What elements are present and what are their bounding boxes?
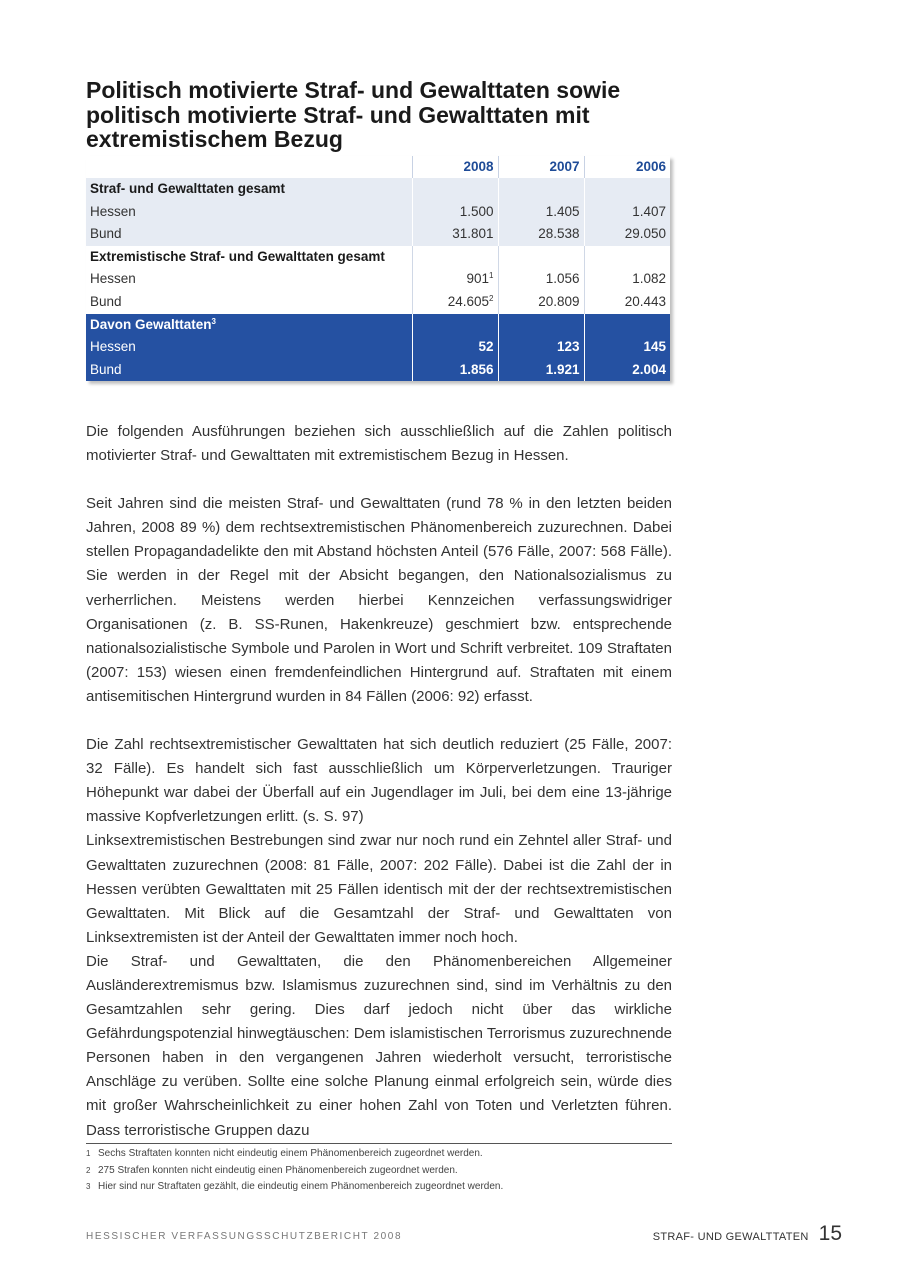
footnote-ref: 1 [489, 271, 494, 281]
footnote-mark: 1 [86, 1149, 91, 1158]
paragraph: Die folgenden Ausführungen beziehen sich ausschließlich auf die Zahlen politisch motivierter Straf- und Gewalttaten mit extremistischem Bezug in Hessen. [86, 423, 672, 465]
footnote-text: Hier sind nur Straftaten gezählt, die eindeutig einem Phänomenbereich zugeordnet werden. [98, 1181, 504, 1192]
statistics-table [86, 156, 670, 381]
footnote [86, 1146, 686, 1163]
section-heading-row [86, 178, 670, 201]
section-heading: Straf- und Gewalttaten gesamt [86, 178, 412, 201]
cell-value: 2.004 [584, 359, 670, 382]
table-row [86, 201, 670, 224]
cell-value: 20.443 [584, 291, 670, 314]
cell-value: 24.605$^2$ [412, 291, 498, 314]
body-text [86, 420, 672, 1143]
footnote-text: Sechs Straftaten konnten nicht eindeutig einem Phänomenbereich zugeordnet werden. [98, 1148, 483, 1159]
row-label: Hessen [86, 201, 412, 224]
row-label: Hessen [86, 268, 412, 291]
row-label: Hessen [86, 336, 412, 359]
footnote-ref: 3 [211, 316, 216, 326]
cell-value: 29.050 [584, 223, 670, 246]
table-row [86, 336, 670, 359]
section-heading-row [86, 246, 670, 269]
row-label: Bund [86, 291, 412, 314]
footnotes [86, 1146, 686, 1196]
header-year: 2008 [412, 156, 498, 178]
footnote-divider [86, 1143, 672, 1144]
table-header-row [86, 156, 670, 178]
cell-value: $901^1$ [412, 268, 498, 291]
cell-value: 1.082 [584, 268, 670, 291]
table-row [86, 223, 670, 246]
cell-value: 20.809 [498, 291, 584, 314]
header-year: 2006 [584, 156, 670, 178]
cell-value: 28.538 [498, 223, 584, 246]
footer-section-title: STRAF- UND GEWALTTATEN [652, 1231, 809, 1243]
paragraph: Linksextremistischen Bestrebungen sind zwar nur noch rund ein Zehntel aller Straf- und Gewalttaten zuzurechnen (2008: 81 Fälle, 2007: 202 Fälle). Dabei ist die Zahl der in Hessen verübten Gewalttaten mit 25 Fällen identisch mit der der rechtsextremistischen Gewalttaten. Mit Blick auf die Gesamtzahl der Straf- und Gewalttaten von Linksextremisten ist der Anteil der Gewalttaten immer noch hoch. [86, 832, 672, 946]
footnote-ref: 2 [489, 293, 494, 303]
paragraph: Die Straf- und Gewalttaten, die den Phänomenbereichen Allgemeiner Ausländerextremismus bzw. Islamismus zuzurechnen sind, sind im Verhältnis zu den Gesamtzahlen sehr gering. Dies darf jedoch nicht über das wirkliche Gefährdungspotenzial hinwegtäuschen: Dem islamistischen Terrorismus zuzurechnende Personen haben in den vergangenen Jahren wiederholt versucht, terroristische Anschläge zu verüben. Sollte eine solche Planung einmal erfolgreich sein, würde dies mit großer Wahrscheinlichkeit zu einer hohen Zahl von Toten und Verletzten führen. Dass terroristische Gruppen dazu [86, 952, 672, 1139]
footnote [86, 1179, 686, 1196]
section-heading-row [86, 314, 670, 337]
footer-right [653, 1222, 842, 1246]
cell-value: 52 [412, 336, 498, 359]
row-label: Bund [86, 223, 412, 246]
footer-publication: HESSISCHER VERFASSUNGSSCHUTZBERICHT 2008 [86, 1231, 403, 1242]
row-label: Bund [86, 359, 412, 382]
table-row [86, 268, 670, 291]
cell-value: 1.500 [412, 201, 498, 224]
cell-value: 1.407 [584, 201, 670, 224]
table-row [86, 291, 670, 314]
page-number: 15 [818, 1222, 842, 1245]
cell-value: 1.056 [498, 268, 584, 291]
page-title: Politisch motivierte Straf- und Gewalttaten sowie politisch motivierte Straf- und Gewalttaten mit extremistischem Bezug [86, 77, 621, 152]
footnote-mark: 3 [86, 1182, 91, 1191]
paragraph: Seit Jahren sind die meisten Straf- und Gewalttaten (rund 78 % in den letzten beiden Jahren, 2008 89 %) dem rechtsextremistischen Phänomenbereich zuzurechnen. Dabei stellen Propagandadelikte den mit Abstand höchsten Anteil (576 Fälle, 2007: 568 Fälle). Sie werden in der Regel mit der Absicht begangen, den Nationalsozialismus zu verherrlichen. Meistens werden hierbei Kennzeichen verfassungswidriger Organisationen (z. B. SS-Runen, Hakenkreuze) geschmiert bzw. entsprechende nationalsozialistische Symbole und Parolen in Wort und Schrift verbreitet. 109 Straftaten (2007: 153) wiesen einen fremdenfeindlichen Hintergrund auf. Straftaten mit einem antisemitischen Hintergrund wurden in 84 Fällen (2006: 92) erfasst. [86, 495, 672, 705]
section-heading: Extremistische Straf- und Gewalttaten gesamt [86, 246, 412, 269]
paragraph: Die Zahl rechtsextremistischer Gewalttaten hat sich deutlich reduziert (25 Fälle, 2007: 32 Fälle). Es handelt sich fast ausschließlich um Körperverletzungen. Trauriger Höhepunkt war dabei der Überfall auf ein Jugendlager im Juli, bei dem eine 13-jährige massive Kopfverletzungen erlitt. (s. S. 97) [86, 736, 672, 826]
footnote [86, 1163, 686, 1180]
header-empty-cell [86, 156, 412, 178]
header-year: 2007 [498, 156, 584, 178]
section-heading: Davon Gewalttaten$^3$ [86, 314, 412, 337]
footnote-mark: 2 [86, 1165, 91, 1175]
footnote-text: 275 Strafen konnten nicht eindeutig einen Phänomenbereich zugeordnet werden. [98, 1164, 458, 1176]
cell-value: 123 [498, 336, 584, 359]
cell-value: 1.856 [412, 359, 498, 382]
cell-value: 31.801 [412, 223, 498, 246]
table-row [86, 359, 670, 382]
cell-value: 1.405 [498, 201, 584, 224]
cell-value: 145 [584, 336, 670, 359]
cell-value: 1.921 [498, 359, 584, 382]
